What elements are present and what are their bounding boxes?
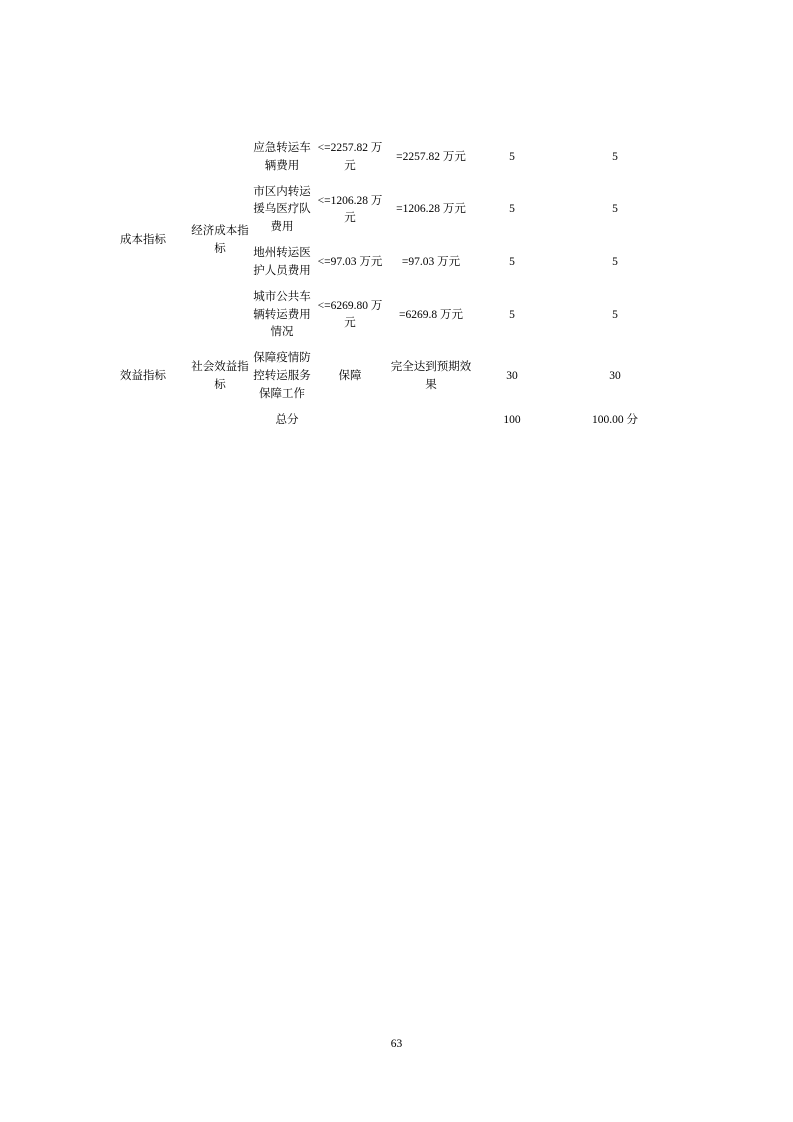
cell-result-1: 5 xyxy=(612,150,618,163)
cell-actual-5: 完全达到预期效果 xyxy=(390,361,472,391)
score-table xyxy=(97,136,683,433)
cell-indicator-2: 市区内转运援乌医疗队费用 xyxy=(253,185,311,234)
cell-result-3: 5 xyxy=(612,255,618,268)
cell-target-1: <=2257.82 万元 xyxy=(317,142,383,172)
cell-indicator-3: 地州转运医护人员费用 xyxy=(253,247,311,277)
cell-category-benefit: 效益指标 xyxy=(120,369,166,382)
total-result: 100.00 分 xyxy=(592,413,638,426)
cell-target-5: 保障 xyxy=(338,369,362,382)
cell-score-5: 30 xyxy=(506,369,518,382)
cell-indicator-4: 城市公共车辆转运费用情况 xyxy=(253,290,311,339)
cell-score-4: 5 xyxy=(509,308,515,321)
cell-subcategory-social: 社会效益指标 xyxy=(191,361,249,391)
score-table-container xyxy=(97,136,683,433)
table-row xyxy=(97,346,683,407)
cell-target-2: <=1206.28 万元 xyxy=(317,194,383,225)
cell-result-5: 30 xyxy=(609,369,621,382)
cell-actual-3: =97.03 万元 xyxy=(401,255,461,268)
cell-score-3: 5 xyxy=(509,255,515,268)
total-score: 100 xyxy=(503,413,521,426)
cell-indicator-1: 应急转运车辆费用 xyxy=(253,142,311,172)
table-row xyxy=(97,136,683,180)
page-number: 63 xyxy=(390,1038,403,1050)
cell-subcategory-economic: 经济成本指标 xyxy=(191,225,249,256)
cell-target-3: <=97.03 万元 xyxy=(317,255,383,268)
cell-actual-1: =2257.82 万元 xyxy=(396,150,466,163)
cell-actual-4: =6269.8 万元 xyxy=(399,308,463,321)
table-total-row xyxy=(97,408,683,434)
cell-target-4: <=6269.80 万元 xyxy=(317,299,383,330)
cell-category-cost: 成本指标 xyxy=(120,234,166,247)
cell-result-4: 5 xyxy=(612,308,618,321)
cell-actual-2: =1206.28 万元 xyxy=(396,203,466,216)
cell-score-1: 5 xyxy=(509,150,515,163)
cell-indicator-5: 保障疫情防控转运服务保障工作 xyxy=(253,352,311,400)
total-label: 总分 xyxy=(275,413,299,426)
cell-result-2: 5 xyxy=(612,203,618,216)
cell-score-2: 5 xyxy=(509,203,515,216)
